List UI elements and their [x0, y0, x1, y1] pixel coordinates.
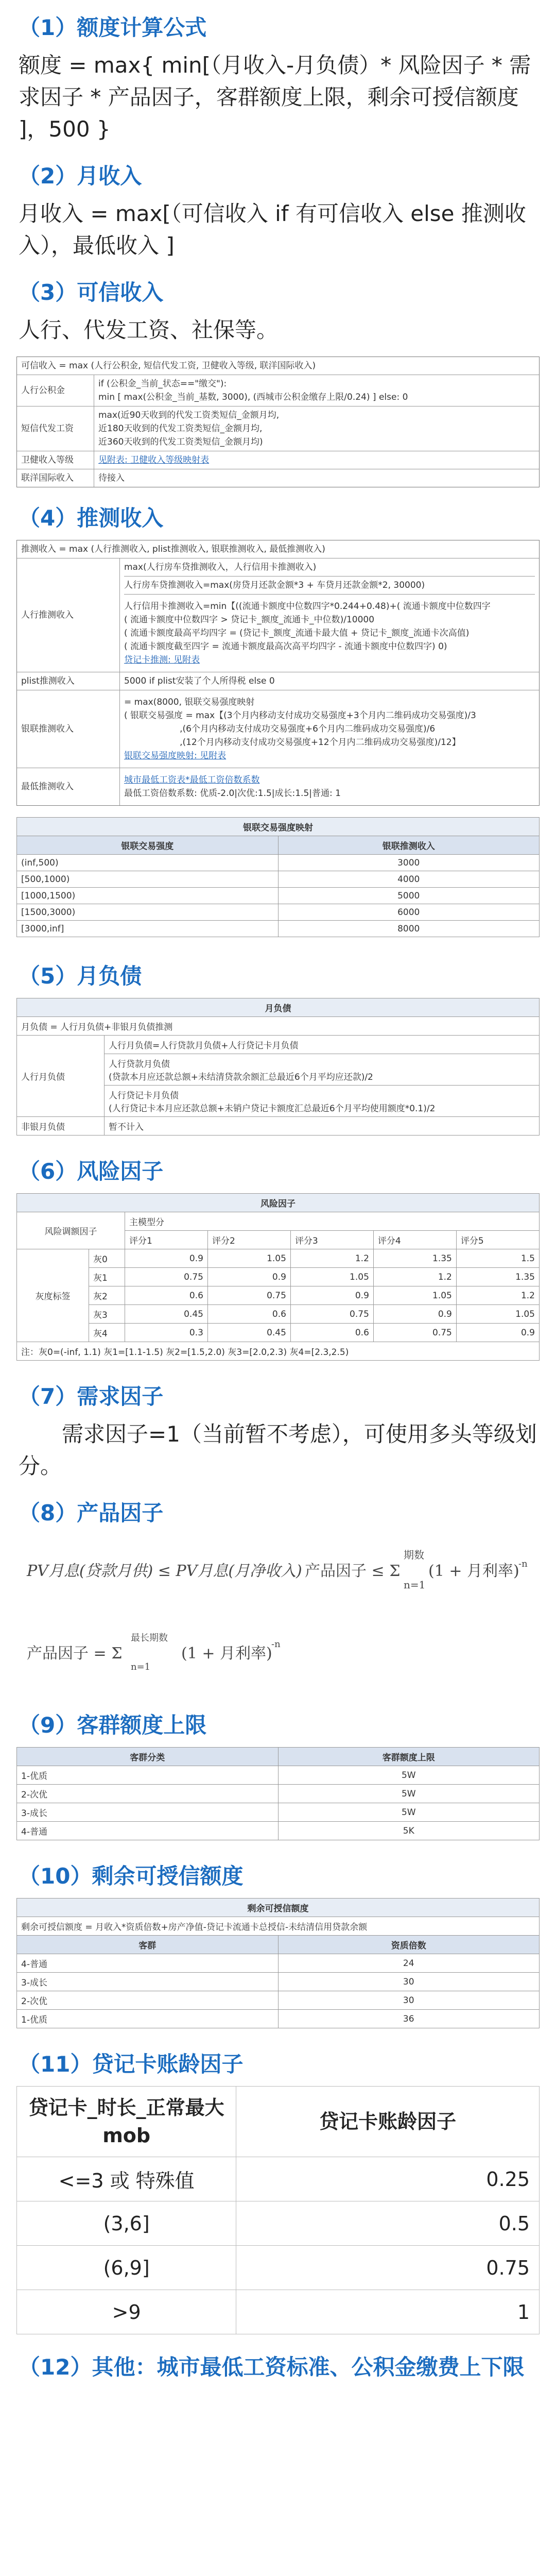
table-cell: >9: [17, 2290, 236, 2334]
table-cell: 24: [278, 1954, 540, 1973]
formula-2-left: 产品因子 = Σ: [27, 1645, 123, 1663]
table-title: 风险因子: [17, 1194, 540, 1212]
row-line: if (公积金_当前_状态=="缴交"):: [98, 379, 227, 389]
table-cell: 5W: [278, 1803, 540, 1822]
table-cell: (6,9]: [17, 2246, 236, 2290]
column-header: 评分2: [207, 1231, 290, 1249]
table-cell: 0.25: [236, 2157, 540, 2201]
table-cell: 1.05: [207, 1249, 290, 1268]
table-cell: 人行贷记卡月负债: [109, 1091, 179, 1101]
formula-1-tail: (1 + 月利率): [428, 1562, 519, 1580]
table-row: [17, 2157, 540, 2201]
section-heading-7: （7）需求因子: [19, 1384, 164, 1409]
formula-2-top: 最长期数: [131, 1633, 168, 1643]
table-cell: 0.45: [125, 1305, 208, 1324]
table-row: [17, 1268, 540, 1286]
segment-cap-table: [16, 1747, 540, 1840]
table-cell: 0.5: [236, 2201, 540, 2246]
table-row: [17, 1785, 540, 1803]
section-heading-11: （11）贷记卡账龄因子: [19, 2052, 244, 2077]
risk-factor-table: [16, 1193, 540, 1361]
row-line: ( 银联交易强度 = max【(3个月内移动支付成功交易强度+3个月内二维码成功交易强度)/3: [124, 710, 476, 721]
weijian-map-link[interactable]: 见附表: 卫健收入等级映射表: [98, 455, 210, 465]
unionpay-map-link[interactable]: 银联交易强度映射: 见附表: [124, 751, 227, 761]
trusted-income-top: 可信收入 = max (人行公积金, 短信代发工资, 卫健收入等级, 联洋国际收入): [21, 361, 316, 371]
section-heading-3: （3）可信收入: [19, 280, 164, 305]
table-row: [17, 1324, 540, 1342]
row-line: 待接入: [98, 473, 125, 483]
table-row: [17, 2246, 540, 2290]
table-cell: 0.9: [125, 1249, 208, 1268]
table-cell: 0.75: [236, 2246, 540, 2290]
table-cell: (人行贷记卡本月应还款总额+未销户贷记卡额度汇总最近6个月平均使用额度*0.1)/2: [109, 1104, 436, 1114]
column-header: 客群分类: [17, 1748, 279, 1766]
row-label: 卫健收入等级: [17, 451, 94, 469]
table-row: [17, 1766, 540, 1785]
formula-1-right: 产品因子 ≤ Σ: [305, 1562, 401, 1580]
column-header: 贷记卡_时长_正常最大mob: [17, 2087, 236, 2157]
table-cell: 灰4: [89, 1324, 125, 1342]
row-label: 人行推测收入: [17, 558, 120, 672]
table-cell: 3-成长: [17, 1973, 279, 1991]
section-heading-4: （4）推测收入: [19, 505, 164, 531]
row-label: plist推测收入: [17, 672, 120, 690]
formula-2-exp: -n: [271, 1639, 281, 1650]
table-cell: 0.6: [125, 1286, 208, 1305]
table-cell: 30: [278, 1973, 540, 1991]
column-header: 客群额度上限: [278, 1748, 540, 1766]
table-cell: 灰1: [89, 1268, 125, 1286]
row-line: ( 流通卡额度最高平均四字 = (贷记卡_额度_流通卡最大值 + 贷记卡_额度_流通卡次高值): [124, 628, 470, 638]
table-cell: 4000: [278, 871, 540, 888]
remaining-credit-table: [16, 1898, 540, 2028]
column-header: 评分4: [373, 1231, 456, 1249]
table-row: [17, 1305, 540, 1324]
table-cell: 4-普通: [17, 1954, 279, 1973]
table-cell: 36: [278, 2010, 540, 2028]
table-cell: 6000: [278, 904, 540, 921]
table-cell: (inf,500): [17, 855, 279, 871]
table-row: [17, 1954, 540, 1973]
table-row: [17, 871, 540, 888]
row-line: 人行信用卡推测收入=min【((流通卡额度中位数四字*0.244+0.48)+( 流通卡额度中位数四字: [124, 601, 491, 612]
column-header: 评分1: [125, 1231, 208, 1249]
table-cell: (贷款本月应还款总额+未结清贷款余额汇总最近6个月平均应还款)/2: [109, 1072, 373, 1082]
formula-2-bottom: n=1: [131, 1662, 151, 1672]
table-cell: <=3 或 特殊值: [17, 2157, 236, 2201]
row-line: max(人行房车贷推测收入，人行信用卡推测收入): [124, 562, 317, 572]
column-header: 评分5: [456, 1231, 539, 1249]
table-row: [17, 1803, 540, 1822]
column-header: 银联交易强度: [17, 836, 279, 855]
table-cell: 1-优质: [17, 1766, 279, 1785]
table-cell: 0.75: [207, 1286, 290, 1305]
table-cell: 5K: [278, 1822, 540, 1840]
row-line: 最低工资倍数系数: 优质-2.0|次优:1.5|成长:1.5|普通: 1: [124, 788, 341, 799]
debt-top: 月负债 = 人行月负债+非银月负债推测: [17, 1017, 540, 1036]
table-cell: 灰3: [89, 1305, 125, 1324]
table-cell: 0.3: [125, 1324, 208, 1342]
table-cell: 8000: [278, 921, 540, 937]
table-cell: 0.9: [456, 1324, 539, 1342]
table-cell: 人行贷款月负债: [109, 1059, 170, 1070]
unionpay-map-table: [16, 817, 540, 937]
trusted-income-text: 人行、代发工资、社保等。: [19, 317, 279, 343]
formula-svg: [16, 1535, 540, 1705]
table-cell: 3000: [278, 855, 540, 871]
table-row: [17, 1973, 540, 1991]
row-line: ( 流通卡额度中位数四字 > 贷记卡_额度_流通卡_中位数)/10000: [124, 615, 375, 625]
section-heading-6: （6）风险因子: [19, 1159, 164, 1184]
table-cell: 0.9: [290, 1286, 373, 1305]
section-heading-12: （12）其他：城市最低工资标准、公积金缴费上下限: [19, 2354, 525, 2380]
table-cell: 3-成长: [17, 1803, 279, 1822]
main-model-header: 主模型分: [125, 1212, 540, 1231]
credit-card-map-link[interactable]: 贷记卡推测: 见附表: [124, 655, 200, 665]
table-row: [17, 2010, 540, 2028]
column-header: 客群: [17, 1936, 279, 1954]
row-line: 5000 if plist安装了个人所得税 else 0: [124, 676, 275, 686]
gray-label: 灰度标签: [17, 1249, 89, 1342]
row-label: 银联推测收入: [17, 690, 120, 768]
min-wage-link[interactable]: 城市最低工资表*最低工资倍数系数: [124, 775, 260, 785]
table-cell: [3000,inf]: [17, 921, 279, 937]
column-header: 贷记卡账龄因子: [236, 2087, 540, 2157]
table-cell: 1-优质: [17, 2010, 279, 2028]
table-cell: 1.35: [456, 1268, 539, 1286]
table-row: [17, 921, 540, 937]
quota-formula-text: 额度 = max{ min[（月收入-月负债）* 风险因子 * 需求因子 * 产品因子，客群额度上限，剩余可授信额度 ]，500 }: [19, 53, 531, 142]
table-cell: 暂不计入: [105, 1117, 540, 1136]
row-line: ,(12个月内移动支付成功交易强度+12个月内二维码成功交易强度)/12】: [124, 737, 461, 748]
column-header: 评分3: [290, 1231, 373, 1249]
table-cell: 0.9: [207, 1268, 290, 1286]
formula-1-left: PV月息(贷款月供) ≤ PV月息(月净收入): [27, 1562, 302, 1580]
risk-note: 注：灰0=(-inf, 1.1) 灰1=[1.1-1.5) 灰2=[1.5,2.0) 灰3=[2.0,2.3) 灰4=[2.3,2.5): [17, 1342, 540, 1361]
monthly-debt-table: [16, 998, 540, 1136]
section-heading-1: （1）额度计算公式: [19, 15, 207, 40]
table-cell: 5W: [278, 1766, 540, 1785]
column-header: 资质倍数: [278, 1936, 540, 1954]
table-row: [17, 904, 540, 921]
risk-col-label: 风险调额因子: [17, 1212, 125, 1249]
trusted-income-sheet: [16, 357, 540, 487]
formula-2-tail: (1 + 月利率): [181, 1645, 272, 1663]
section-heading-10: （10）剩余可授信额度: [19, 1863, 244, 1889]
row-line: = max(8000, 银联交易强度映射: [124, 697, 255, 707]
formula-1-bottom: n=1: [404, 1579, 426, 1591]
table-cell: 灰2: [89, 1286, 125, 1305]
monthly-income-text: 月收入 = max[（可信收入 if 有可信收入 else 推测收入），最低收入 ]: [19, 201, 526, 258]
product-factor-formula: [16, 1535, 540, 1705]
row-label: 最低推测收入: [17, 768, 120, 805]
table-cell: 1.05: [456, 1305, 539, 1324]
card-age-table: [16, 2086, 540, 2334]
table-row: [17, 1286, 540, 1305]
row-line: 近180天收到的代发工资类短信_金额月均,: [98, 423, 263, 434]
table-cell: 1.5: [456, 1249, 539, 1268]
estimated-income-sheet: [16, 540, 540, 806]
table-cell: 0.45: [207, 1324, 290, 1342]
table-cell: [1500,3000): [17, 904, 279, 921]
table-cell: 1.05: [373, 1286, 456, 1305]
table-cell: 2-次优: [17, 1991, 279, 2010]
row-label: 联洋国际收入: [17, 469, 94, 487]
table-cell: 0.75: [373, 1324, 456, 1342]
table-cell: 5W: [278, 1785, 540, 1803]
section-heading-5: （5）月负债: [19, 963, 142, 989]
table-cell: 1.35: [373, 1249, 456, 1268]
remaining-credit-top: 剩余可授信额度 = 月收入*资质倍数+房产净值-贷记卡流通卡总授信-未结清信用贷款余额: [17, 1917, 540, 1936]
demand-factor-text: 需求因子=1（当前暂不考虑），可使用多头等级划分。: [19, 1421, 537, 1479]
table-cell: 人行月负债=人行贷款月负债+人行贷记卡月负债: [105, 1036, 540, 1054]
row-label: 人行公积金: [17, 375, 94, 406]
row-label: 非银月负债: [17, 1117, 105, 1136]
row-line: 人行房车贷推测收入=max(房贷月还款金额*3 + 车贷月还款金额*2, 30000): [124, 580, 425, 590]
table-cell: 灰0: [89, 1249, 125, 1268]
table-row: [17, 1822, 540, 1840]
section-heading-8: （8）产品因子: [19, 1500, 164, 1526]
row-line: ,(6个月内移动支付成功交易强度+6个月内二维码成功交易强度)/6: [124, 724, 436, 734]
table-title: 月负债: [17, 998, 540, 1017]
table-cell: 1.2: [373, 1268, 456, 1286]
table-row: [17, 1249, 540, 1268]
column-header: 银联推测收入: [278, 836, 540, 855]
table-cell: 0.75: [125, 1268, 208, 1286]
table-row: [17, 1991, 540, 2010]
row-line: 近360天收到的代发工资类短信_金额月均): [98, 437, 263, 447]
table-cell: 2-次优: [17, 1785, 279, 1803]
row-label: 短信代发工资: [17, 406, 94, 451]
table-cell: (3,6]: [17, 2201, 236, 2246]
table-row: [17, 2290, 540, 2334]
table-cell: [500,1000): [17, 871, 279, 888]
table-cell: 0.6: [290, 1324, 373, 1342]
table-cell: 1.2: [456, 1286, 539, 1305]
table-cell: 1: [236, 2290, 540, 2334]
table-cell: 0.6: [207, 1305, 290, 1324]
estimated-income-top: 推测收入 = max (人行推测收入, plist推测收入, 银联推测收入, 最低推测收入): [21, 544, 325, 554]
table-cell: 4-普通: [17, 1822, 279, 1840]
table-title: 剩余可授信额度: [17, 1899, 540, 1917]
section-heading-2: （2）月收入: [19, 163, 142, 189]
table-cell: 5000: [278, 888, 540, 904]
table-row: [17, 888, 540, 904]
table-cell: 1.05: [290, 1268, 373, 1286]
table-cell: 30: [278, 1991, 540, 2010]
row-line: max(近90天收到的代发工资类短信_金额月均,: [98, 410, 280, 420]
formula-1-exp: -n: [518, 1558, 528, 1569]
table-row: [17, 855, 540, 871]
row-line: min [ max(公积金_当前_基数, 3000), (西城市公积金缴存上限/0.24) ] else: 0: [98, 392, 408, 402]
row-label: 人行月负债: [17, 1036, 105, 1117]
section-heading-9: （9）客群额度上限: [19, 1713, 207, 1738]
table-cell: 0.75: [290, 1305, 373, 1324]
formula-1-top: 期数: [404, 1549, 424, 1561]
table-cell: 1.2: [290, 1249, 373, 1268]
table-cell: 0.9: [373, 1305, 456, 1324]
table-cell: [1000,1500): [17, 888, 279, 904]
row-line: ( 流通卡额度截至四字 = 流通卡额度最高次高平均四字 - 流通卡额度中位数四字) 0): [124, 641, 447, 652]
table-row: [17, 2201, 540, 2246]
table-title: 银联交易强度映射: [17, 818, 540, 836]
